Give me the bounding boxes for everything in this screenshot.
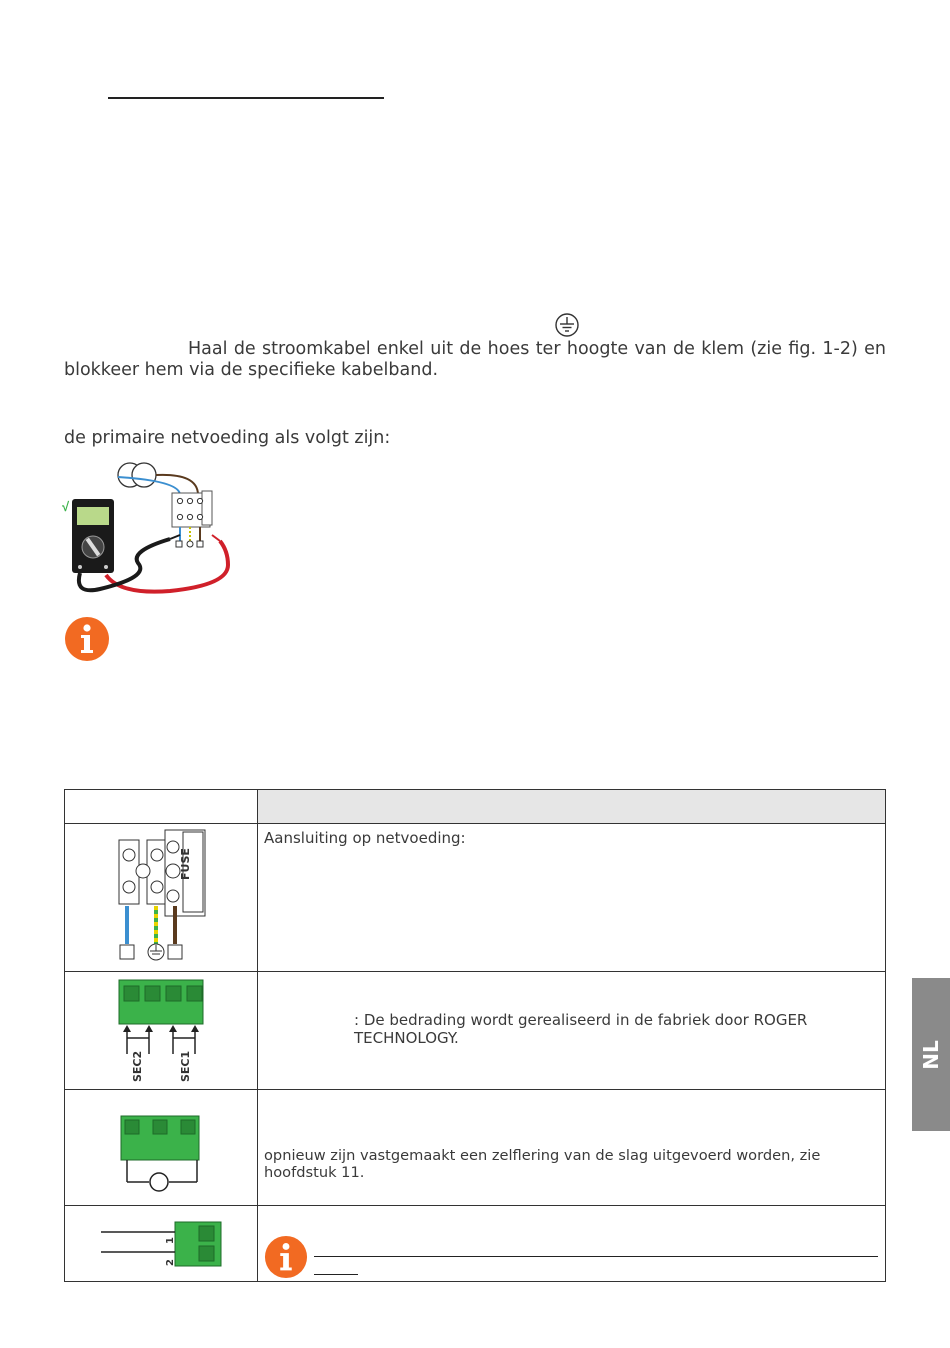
sec2-label: SEC2 [131, 1050, 144, 1082]
multimeter-figure [60, 455, 240, 605]
info-rule-long [314, 1256, 878, 1257]
mains-connection-label: Aansluiting op netvoeding: [264, 829, 466, 847]
secondary-wiring-note: : De bedrading wordt gerealiseerd in de fabriek door ROGER TECHNOLOGY. [354, 1011, 808, 1047]
two-pin-connector-icon [65, 1206, 257, 1281]
earth-symbol-icon [554, 312, 580, 338]
table-header-left [65, 790, 258, 824]
info-icon [64, 616, 110, 662]
table-header-row [65, 790, 886, 824]
table-row [65, 824, 886, 972]
connections-table [64, 789, 886, 1282]
earth-paragraph-line2: blokkeer hem via de specifieke kabelband. [64, 360, 439, 380]
earth-paragraph-line1: Haal de stroomkabel enkel uit de hoes ter hoogte van de klem (zie fig. 1-2) en [188, 339, 886, 359]
primary-supply-paragraph: de primaire netvoeding als volgt zijn: [64, 428, 391, 448]
table-header-right [258, 790, 886, 824]
sec1-label: SEC1 [179, 1050, 192, 1082]
fuse-label: FUSE [179, 848, 192, 880]
top-rule [108, 97, 384, 99]
table-row [65, 1206, 886, 1282]
three-pin-connector-icon [65, 1090, 257, 1205]
check-mark: √ [62, 499, 70, 514]
table-row [65, 972, 886, 1090]
pin1-label: 1 [165, 1237, 176, 1244]
table-row [65, 1090, 886, 1206]
limit-recalibration-note: opnieuw zijn vastgemaakt een zelflering van de slag uitgevoerd worden, zie hoofdstuk 11. [264, 1147, 821, 1181]
info-icon [264, 1235, 308, 1279]
pin2-label: 2 [165, 1259, 176, 1266]
secondary-connector-icon [65, 972, 257, 1089]
mains-terminal-icon [65, 824, 257, 971]
language-tab-label: NL [919, 1039, 943, 1070]
info-rule-short [314, 1274, 358, 1275]
language-tab [912, 978, 950, 1131]
